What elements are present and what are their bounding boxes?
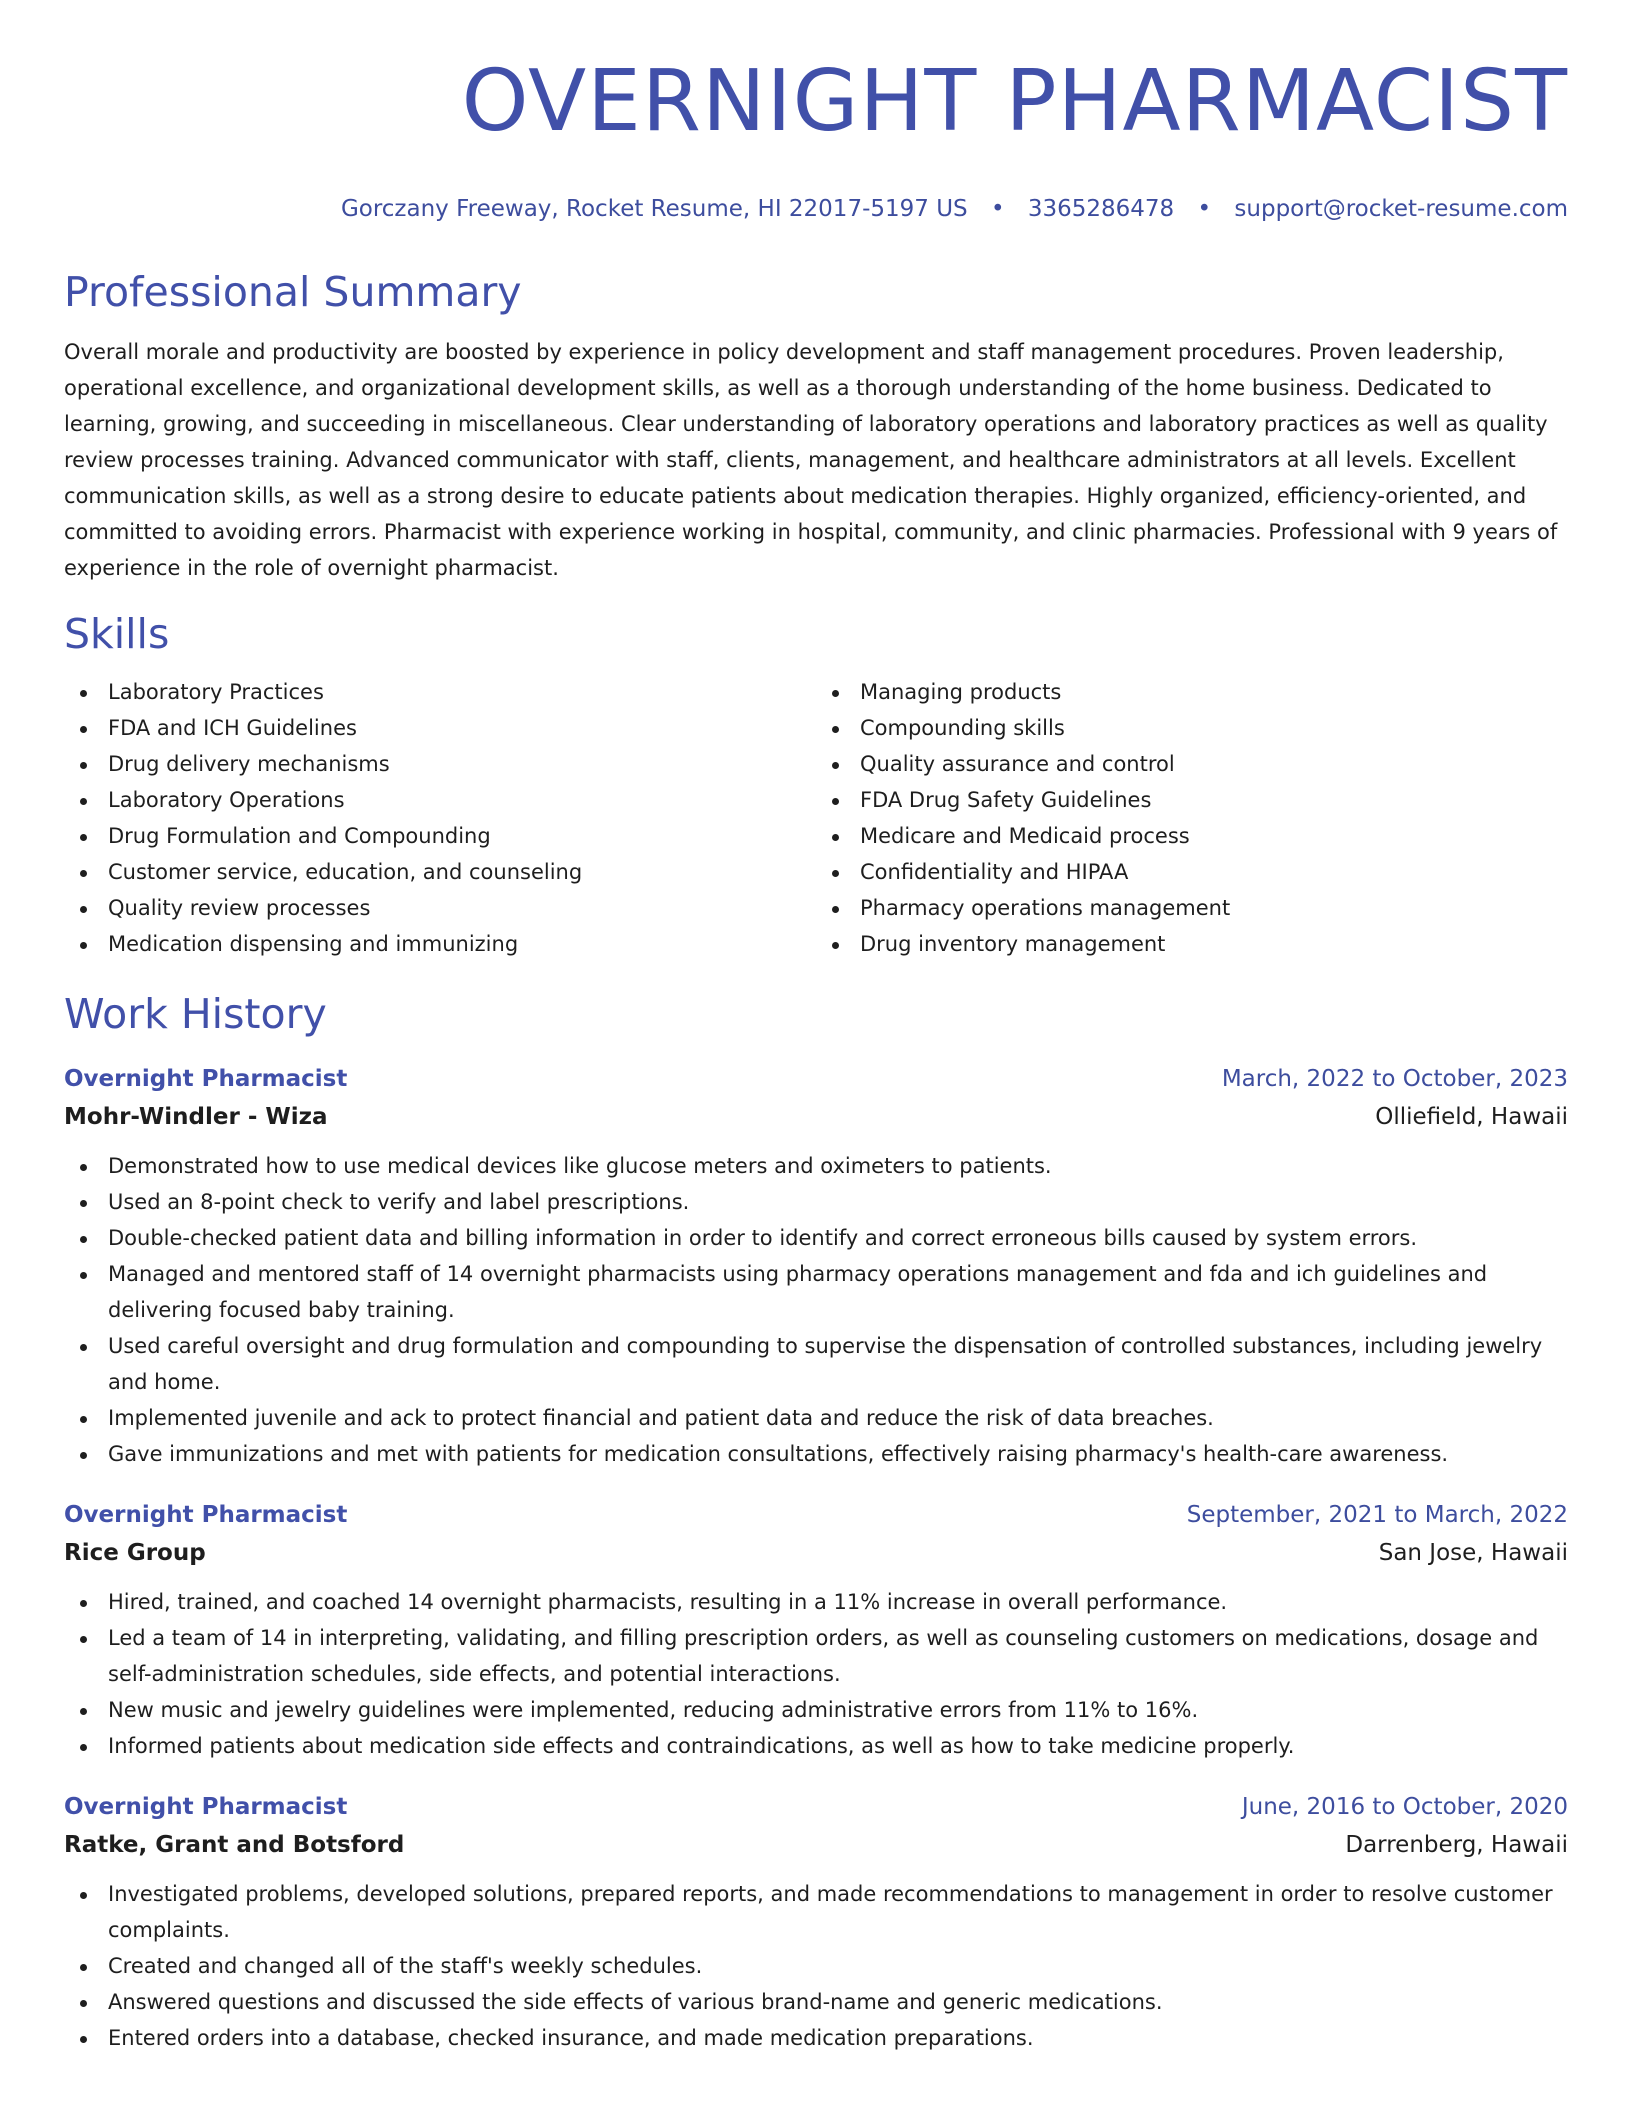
skills-columns (64, 674, 1568, 962)
skill-item: Drug inventory management (816, 926, 1568, 962)
contact-address: Gorczany Freeway, Rocket Resume, HI 22017-5197 US (340, 196, 968, 222)
skill-item: Drug delivery mechanisms (64, 746, 816, 782)
skill-item: FDA and ICH Guidelines (64, 710, 816, 746)
skill-item: Confidentiality and HIPAA (816, 854, 1568, 890)
contact-email: support@rocket-resume.com (1234, 196, 1568, 222)
job-bullet: Used careful oversight and drug formulation and compounding to supervise the dispensation of controlled substances, including jewelry and home. (64, 1328, 1568, 1400)
job-bullet: Managed and mentored staff of 14 overnight pharmacists using pharmacy operations management and fda and ich guidelines and delivering focused baby training. (64, 1256, 1568, 1328)
job-bullet: Double-checked patient data and billing information in order to identify and correct erroneous bills caused by system errors. (64, 1220, 1568, 1256)
job-dates: June, 2016 to October, 2020 (1241, 1794, 1568, 1820)
job-bullet: Led a team of 14 in interpreting, validating, and filling prescription orders, as well as counseling customers on medications, dosage and self-administration schedules, side effects, and potential interactions. (64, 1620, 1568, 1692)
skill-item: Managing products (816, 674, 1568, 710)
summary-heading: Professional Summary (64, 268, 522, 316)
job-bullet: Entered orders into a database, checked insurance, and made medication preparations. (64, 2020, 1568, 2056)
skill-item: FDA Drug Safety Guidelines (816, 782, 1568, 818)
job-header-row (64, 1496, 1568, 1534)
job-bullet: Implemented juvenile and ack to protect financial and patient data and reduce the risk of data breaches. (64, 1400, 1568, 1436)
skill-item: Customer service, education, and counseling (64, 854, 816, 890)
job-header-row (64, 1788, 1568, 1826)
job-bullets (64, 1876, 1568, 2056)
contact-phone: 3365286478 (1027, 196, 1175, 222)
job-entry (64, 1060, 1568, 1472)
job-bullet: Used an 8-point check to verify and label prescriptions. (64, 1184, 1568, 1220)
job-list (64, 1060, 1568, 2056)
skills-list-left (64, 674, 816, 962)
contact-line (64, 194, 1568, 224)
job-bullet: Hired, trained, and coached 14 overnight pharmacists, resulting in a 11% increase in overall performance. (64, 1584, 1568, 1620)
skill-item: Quality review processes (64, 890, 816, 926)
job-company-row (64, 1534, 1568, 1572)
skill-item: Drug Formulation and Compounding (64, 818, 816, 854)
job-header-row (64, 1060, 1568, 1098)
job-company: Rice Group (64, 1540, 206, 1566)
skills-list-right (816, 674, 1568, 962)
skill-item: Laboratory Practices (64, 674, 816, 710)
contact-separator: • (1197, 196, 1212, 222)
job-bullet: Gave immunizations and met with patients for medication consultations, effectively raising pharmacy's health-care awareness. (64, 1436, 1568, 1472)
skill-item: Quality assurance and control (816, 746, 1568, 782)
skill-item: Medication dispensing and immunizing (64, 926, 816, 962)
job-bullet: Informed patients about medication side effects and contraindications, as well as how to take medicine properly. (64, 1728, 1568, 1764)
job-bullet: Created and changed all of the staff's weekly schedules. (64, 1948, 1568, 1984)
summary-text: Overall morale and productivity are boosted by experience in policy development and staff management procedures. Proven leadership, operational excellence, and organizational development skills, as well as a thorough understanding of the home business. Dedicated to learning, growing, and succeeding in miscellaneous. Clear understanding of laboratory operations and laboratory practices as well as quality review processes training. Advanced communicator with staff, clients, management, and healthcare administrators at all levels. Excellent communication skills, as well as a strong desire to educate patients about medication therapies. Highly organized, efficiency-oriented, and committed to avoiding errors. Pharmacist with experience working in hospital, community, and clinic pharmacies. Professional with 9 years of experience in the role of overnight pharmacist. (64, 340, 1558, 580)
job-title: Overnight Pharmacist (64, 1502, 348, 1528)
skill-item: Pharmacy operations management (816, 890, 1568, 926)
job-bullet: Investigated problems, developed solutions, prepared reports, and made recommendations to management in order to resolve customer complaints. (64, 1876, 1568, 1948)
contact-separator: • (990, 196, 1005, 222)
job-company: Mohr-Windler - Wiza (64, 1104, 328, 1130)
job-company: Ratke, Grant and Botsford (64, 1832, 405, 1858)
work-history-heading: Work History (64, 990, 327, 1038)
job-company-row (64, 1098, 1568, 1136)
job-bullet: New music and jewelry guidelines were implemented, reducing administrative errors from 11% to 16%. (64, 1692, 1568, 1728)
job-location: Olliefield, Hawaii (1375, 1104, 1568, 1130)
job-entry (64, 1788, 1568, 2056)
job-dates: September, 2021 to March, 2022 (1186, 1502, 1568, 1528)
job-bullet: Demonstrated how to use medical devices like glucose meters and oximeters to patients. (64, 1148, 1568, 1184)
job-title: Overnight Pharmacist (64, 1066, 348, 1092)
job-dates: March, 2022 to October, 2023 (1221, 1066, 1568, 1092)
skills-heading: Skills (64, 610, 170, 658)
job-bullet: Answered questions and discussed the side effects of various brand-name and generic medications. (64, 1984, 1568, 2020)
skill-item: Compounding skills (816, 710, 1568, 746)
skill-item: Laboratory Operations (64, 782, 816, 818)
job-company-row (64, 1826, 1568, 1864)
skill-item: Medicare and Medicaid process (816, 818, 1568, 854)
job-title: Overnight Pharmacist (64, 1794, 348, 1820)
job-location: San Jose, Hawaii (1378, 1540, 1568, 1566)
job-bullets (64, 1148, 1568, 1472)
job-entry (64, 1496, 1568, 1764)
resume-name: OVERNIGHT PHARMACIST (461, 52, 1568, 151)
job-location: Darrenberg, Hawaii (1345, 1832, 1568, 1858)
job-bullets (64, 1584, 1568, 1764)
